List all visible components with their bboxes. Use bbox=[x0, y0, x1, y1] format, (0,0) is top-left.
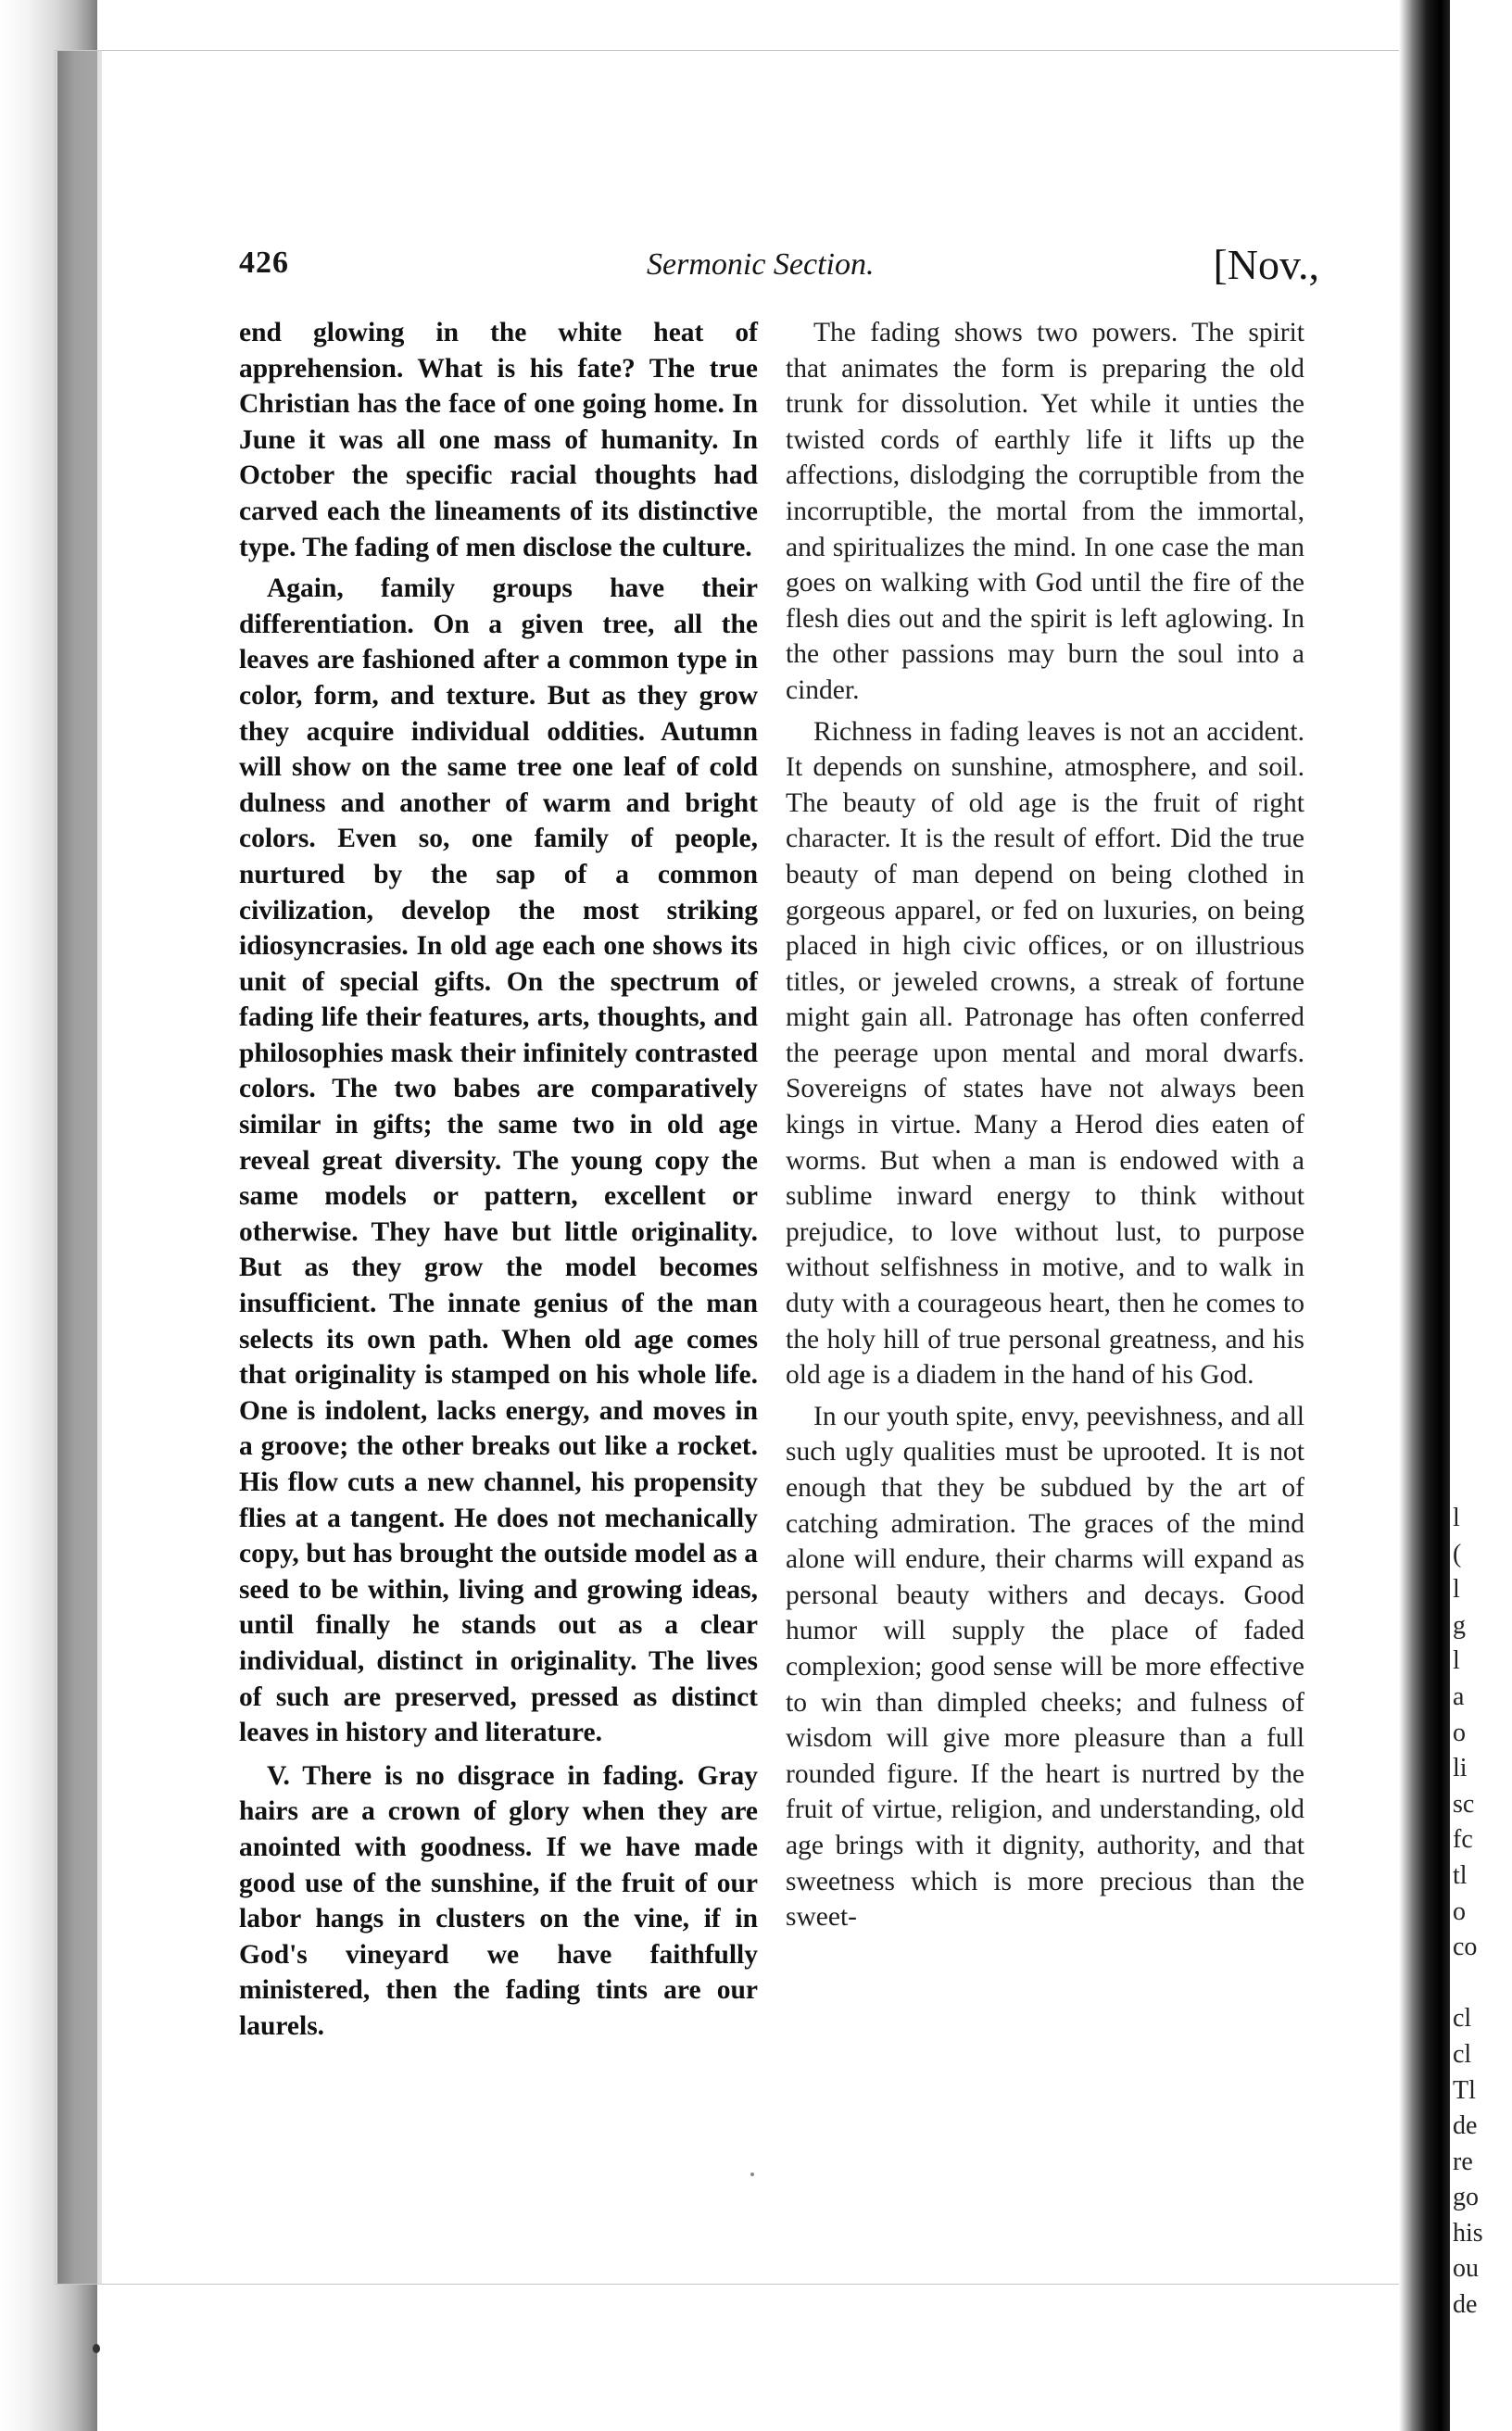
scan-speck bbox=[750, 2173, 754, 2176]
adjacent-page-fragment: l bbox=[1453, 1646, 1460, 1676]
right-column bbox=[786, 315, 1304, 1941]
adjacent-page-text-fragments bbox=[1453, 1501, 1512, 2324]
adjacent-page-fragment: ( bbox=[1453, 1539, 1462, 1568]
adjacent-page-fragment: o bbox=[1453, 1718, 1466, 1747]
adjacent-page-fragment: a bbox=[1453, 1682, 1465, 1711]
adjacent-page-fragment: li bbox=[1453, 1754, 1468, 1783]
adjacent-page-fragment: de bbox=[1453, 2290, 1478, 2320]
adjacent-page-fragment: tl bbox=[1453, 1860, 1468, 1890]
adjacent-page-fragment: cl bbox=[1453, 2004, 1472, 2034]
paragraph: V. There is no disgrace in fading. Gray hairs are a crown of glory when they are anointed with goodness. If we have made good use of the sunshine, if the fruit of our labor hangs in clusters on the vine, if in God's vineyard we have faithfully ministered, then the fading tints are our laurels. bbox=[239, 1760, 758, 2041]
paragraph: end glowing in the white heat of apprehension. What is his fate? The true Christian has the face of one going home. In June it was all one mass of humanity. In October the specific racial thoughts had carved each the lineaments of its distinctive type. The fading of men disclose the culture. bbox=[239, 318, 758, 562]
section-title: Sermonic Section. bbox=[647, 247, 875, 282]
running-header bbox=[239, 241, 1319, 301]
adjacent-page-fragment: ou bbox=[1453, 2254, 1479, 2284]
adjacent-page-fragment: go bbox=[1453, 2183, 1479, 2212]
paragraph: In our youth spite, envy, peevishness, and all such ugly qualities must be uprooted. It is not enough that they be subdued by the art of catching admiration. The graces of the mind alone will endure, their charms will expand as personal beauty withers and decays. Good humor will supply the place of faded complexion; good sense will be more effective to win than dimpled cheeks; and fulness of wisdom will give more pleasure than a full rounded figure. If the heart is nurtred by the fruit of virtue, religion, and understanding, old age brings with it dignity, authority, and that sweetness which is more precious than the sweet- bbox=[786, 1401, 1304, 1933]
adjacent-page-fragment: o bbox=[1453, 1896, 1466, 1926]
paragraph: Richness in fading leaves is not an accident. It depends on sunshine, atmosphere, and soil. The beauty of old age is the fruit of right character. It is the result of effort. Did the true beauty of man depend on being clothed in gorgeous apparel, or fed on luxuries, on being placed in high civic offices, or on illustrious titles, or jeweled crowns, a streak of fortune might gain all. Patronage has often conferred the peerage upon mental and moral dwarfs. Sovereigns of states have not always been kings in virtue. Many a Herod dies eaten of worms. But when a man is endowed with a sublime inward energy to think without prejudice, to love without lust, to purpose without selfishness in motive, and to walk in duty with a courageous heart, then he comes to the holy hill of true personal greatness, and his old age is a diadem in the hand of his God. bbox=[786, 716, 1304, 1391]
paragraph: Again, family groups have their differentiation. On a given tree, all the leaves are fashioned after a common type in color, form, and texture. But as they grow they acquire individual oddities. Autumn will show on the same tree one leaf of cold dulness and another of warm and bright colors. Even so, one family of people, nurtured by the sap of a common civilization, develop the most striking idiosyncrasies. In old age each one shows its unit of special gifts. On the spectrum of fading life their features, arts, thoughts, and philosophies mask their infinitely contrasted colors. The two babes are comparatively similar in gifts; the same two in old age reveal great diversity. The young copy the same models or pattern, excellent or otherwise. They have but little originality. But as they grow the model becomes insufficient. The innate genius of the man selects its own path. When old age comes that originality is stamped on his whole life. One is indolent, lacks energy, and moves in a groove; the other breaks out like a rocket. His flow cuts a new channel, his propensity flies at a tangent. He does not mechanically copy, but has brought the outside model as a seed to be within, living and growing ideas, until finally he stands out as a clear individual, distinct in originality. The lives of such are preserved, pressed as distinct leaves in history and literature. bbox=[239, 573, 758, 1748]
issue-month: [Nov., bbox=[1213, 241, 1319, 288]
left-column bbox=[239, 315, 758, 2050]
adjacent-page-fragment: co bbox=[1453, 1933, 1478, 1962]
scan-speck bbox=[93, 2344, 100, 2353]
book-gutter bbox=[1399, 0, 1450, 2431]
adjacent-page-fragment: l bbox=[1453, 1575, 1460, 1605]
adjacent-page-fragment: cl bbox=[1453, 2039, 1472, 2069]
paragraph: The fading shows two powers. The spirit that animates the form is preparing the old trunk for dissolution. Yet while it unties the twisted cords of earthly life it lifts up the affections, dislodging the corruptible from the incorruptible, the mortal from the immortal, and spiritualizes the mind. In one case the man goes on walking with God until the fire of the flesh dies out and the spirit is left aglowing. In the other passions may burn the soul into a cinder. bbox=[786, 318, 1304, 705]
adjacent-page-fragment: his bbox=[1453, 2218, 1483, 2248]
adjacent-page-fragment: de bbox=[1453, 2111, 1478, 2141]
adjacent-page-fragment: l bbox=[1453, 1504, 1460, 1532]
adjacent-page-fragment: re bbox=[1453, 2147, 1473, 2176]
adjacent-page-fragment bbox=[1453, 1966, 1512, 2002]
adjacent-page-fragment: Tl bbox=[1453, 2075, 1476, 2105]
page-left-edge-shadow bbox=[57, 51, 102, 2284]
adjacent-page-fragment: fc bbox=[1453, 1825, 1473, 1855]
adjacent-page-fragment: sc bbox=[1453, 1789, 1475, 1819]
page-number: 426 bbox=[239, 246, 289, 280]
adjacent-page-fragment: g bbox=[1453, 1610, 1466, 1640]
